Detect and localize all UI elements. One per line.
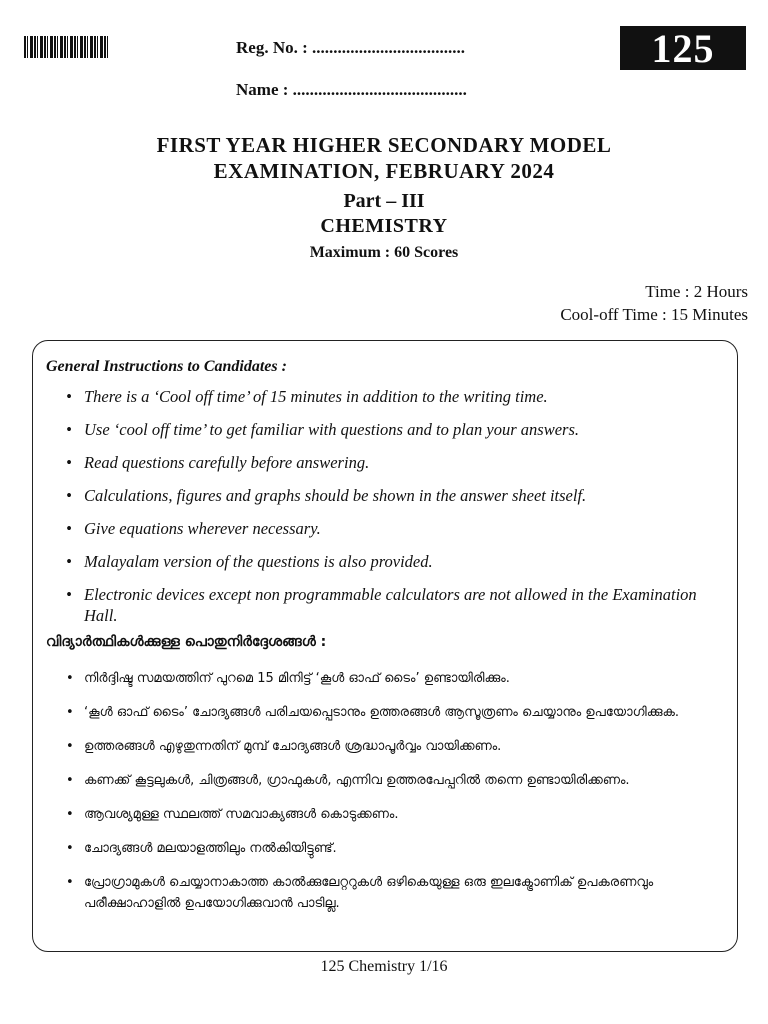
cool-off-time: Cool-off Time : 15 Minutes: [560, 305, 748, 324]
instructions-en-title: General Instructions to Candidates :: [46, 358, 287, 375]
exam-part: Part – III: [343, 190, 425, 212]
list-item: • Read questions carefully before answering.: [62, 452, 732, 473]
page-footer: 125 Chemistry 1/16: [320, 958, 448, 975]
list-item: • There is a ‘Cool off time’ of 15 minutes in addition to the writing time.: [62, 386, 732, 407]
exam-subject: CHEMISTRY: [320, 215, 448, 237]
instructions-ml-title: വിദ്യാർത്ഥികൾക്കുള്ള പൊതുനിർദ്ദേശങ്ങൾ :: [46, 634, 327, 650]
list-item: • പ്രോഗ്രാമുകൾ ചെയ്യാനാകാത്ത കാൽക്കുലേറ്ററുകൾ ഒഴികെയുള്ള ഒരു ഇലക്ട്രോണിക് ഉപകരണവും പരീക്ഷാഹാളിൽ ഉപയോഗിക്കുവാൻ പാടില്ല.: [62, 872, 732, 914]
list-item: • നിർദ്ദിഷ്ട സമയത്തിന് പുറമെ 15 മിനിട്ട് ‘കൂൾ ഓഫ് ടൈം’ ഉണ്ടായിരിക്കും.: [62, 668, 732, 689]
list-item: • ‘കൂൾ ഓഫ് ടൈം’ ചോദ്യങ്ങൾ പരിചയപ്പെടാനും ഉത്തരങ്ങൾ ആസൂത്രണം ചെയ്യാനും ഉപയോഗിക്കുക.: [62, 702, 732, 723]
list-item: • കണക്ക് കൂട്ടലുകൾ, ചിത്രങ്ങൾ, ഗ്രാഫുകൾ, എന്നിവ ഉത്തരപേപ്പറിൽ തന്നെ ഉണ്ടായിരിക്കണം.: [62, 770, 732, 791]
paper-code-badge: 125: [620, 26, 746, 70]
list-item: • Use ‘cool off time’ to get familiar with questions and to plan your answers.: [62, 419, 732, 440]
max-scores: Maximum : 60 Scores: [309, 244, 459, 261]
barcode: [24, 36, 110, 58]
instructions-ml-list: [62, 668, 732, 927]
exam-title-line1: FIRST YEAR HIGHER SECONDARY MODEL: [156, 133, 612, 157]
list-item: • ആവശ്യമുള്ള സ്ഥലത്ത് സമവാക്യങ്ങൾ കൊടുക്കണം.: [62, 804, 732, 825]
list-item: • ചോദ്യങ്ങൾ മലയാളത്തിലും നൽകിയിട്ടുണ്ട്.: [62, 838, 732, 859]
list-item: • Malayalam version of the questions is also provided.: [62, 551, 732, 572]
list-item: • Give equations wherever necessary.: [62, 518, 732, 539]
list-item: • ഉത്തരങ്ങൾ എഴുതുന്നതിന് മുമ്പ് ചോദ്യങ്ങൾ ശ്രദ്ധാപൂർവ്വം വായിക്കണം.: [62, 736, 732, 757]
reg-no-field: Reg. No. : ....................................: [236, 38, 466, 57]
instructions-en-list: [62, 386, 732, 638]
list-item: • Calculations, figures and graphs should be shown in the answer sheet itself.: [62, 485, 732, 506]
name-field: Name : .........................................: [236, 80, 467, 99]
list-item: • Electronic devices except non programmable calculators are not allowed in the Examination Hall.: [62, 584, 732, 626]
exam-header: [0, 132, 768, 264]
exam-title-line2: EXAMINATION, FEBRUARY 2024: [213, 159, 555, 183]
time-duration: Time : 2 Hours: [645, 282, 748, 301]
